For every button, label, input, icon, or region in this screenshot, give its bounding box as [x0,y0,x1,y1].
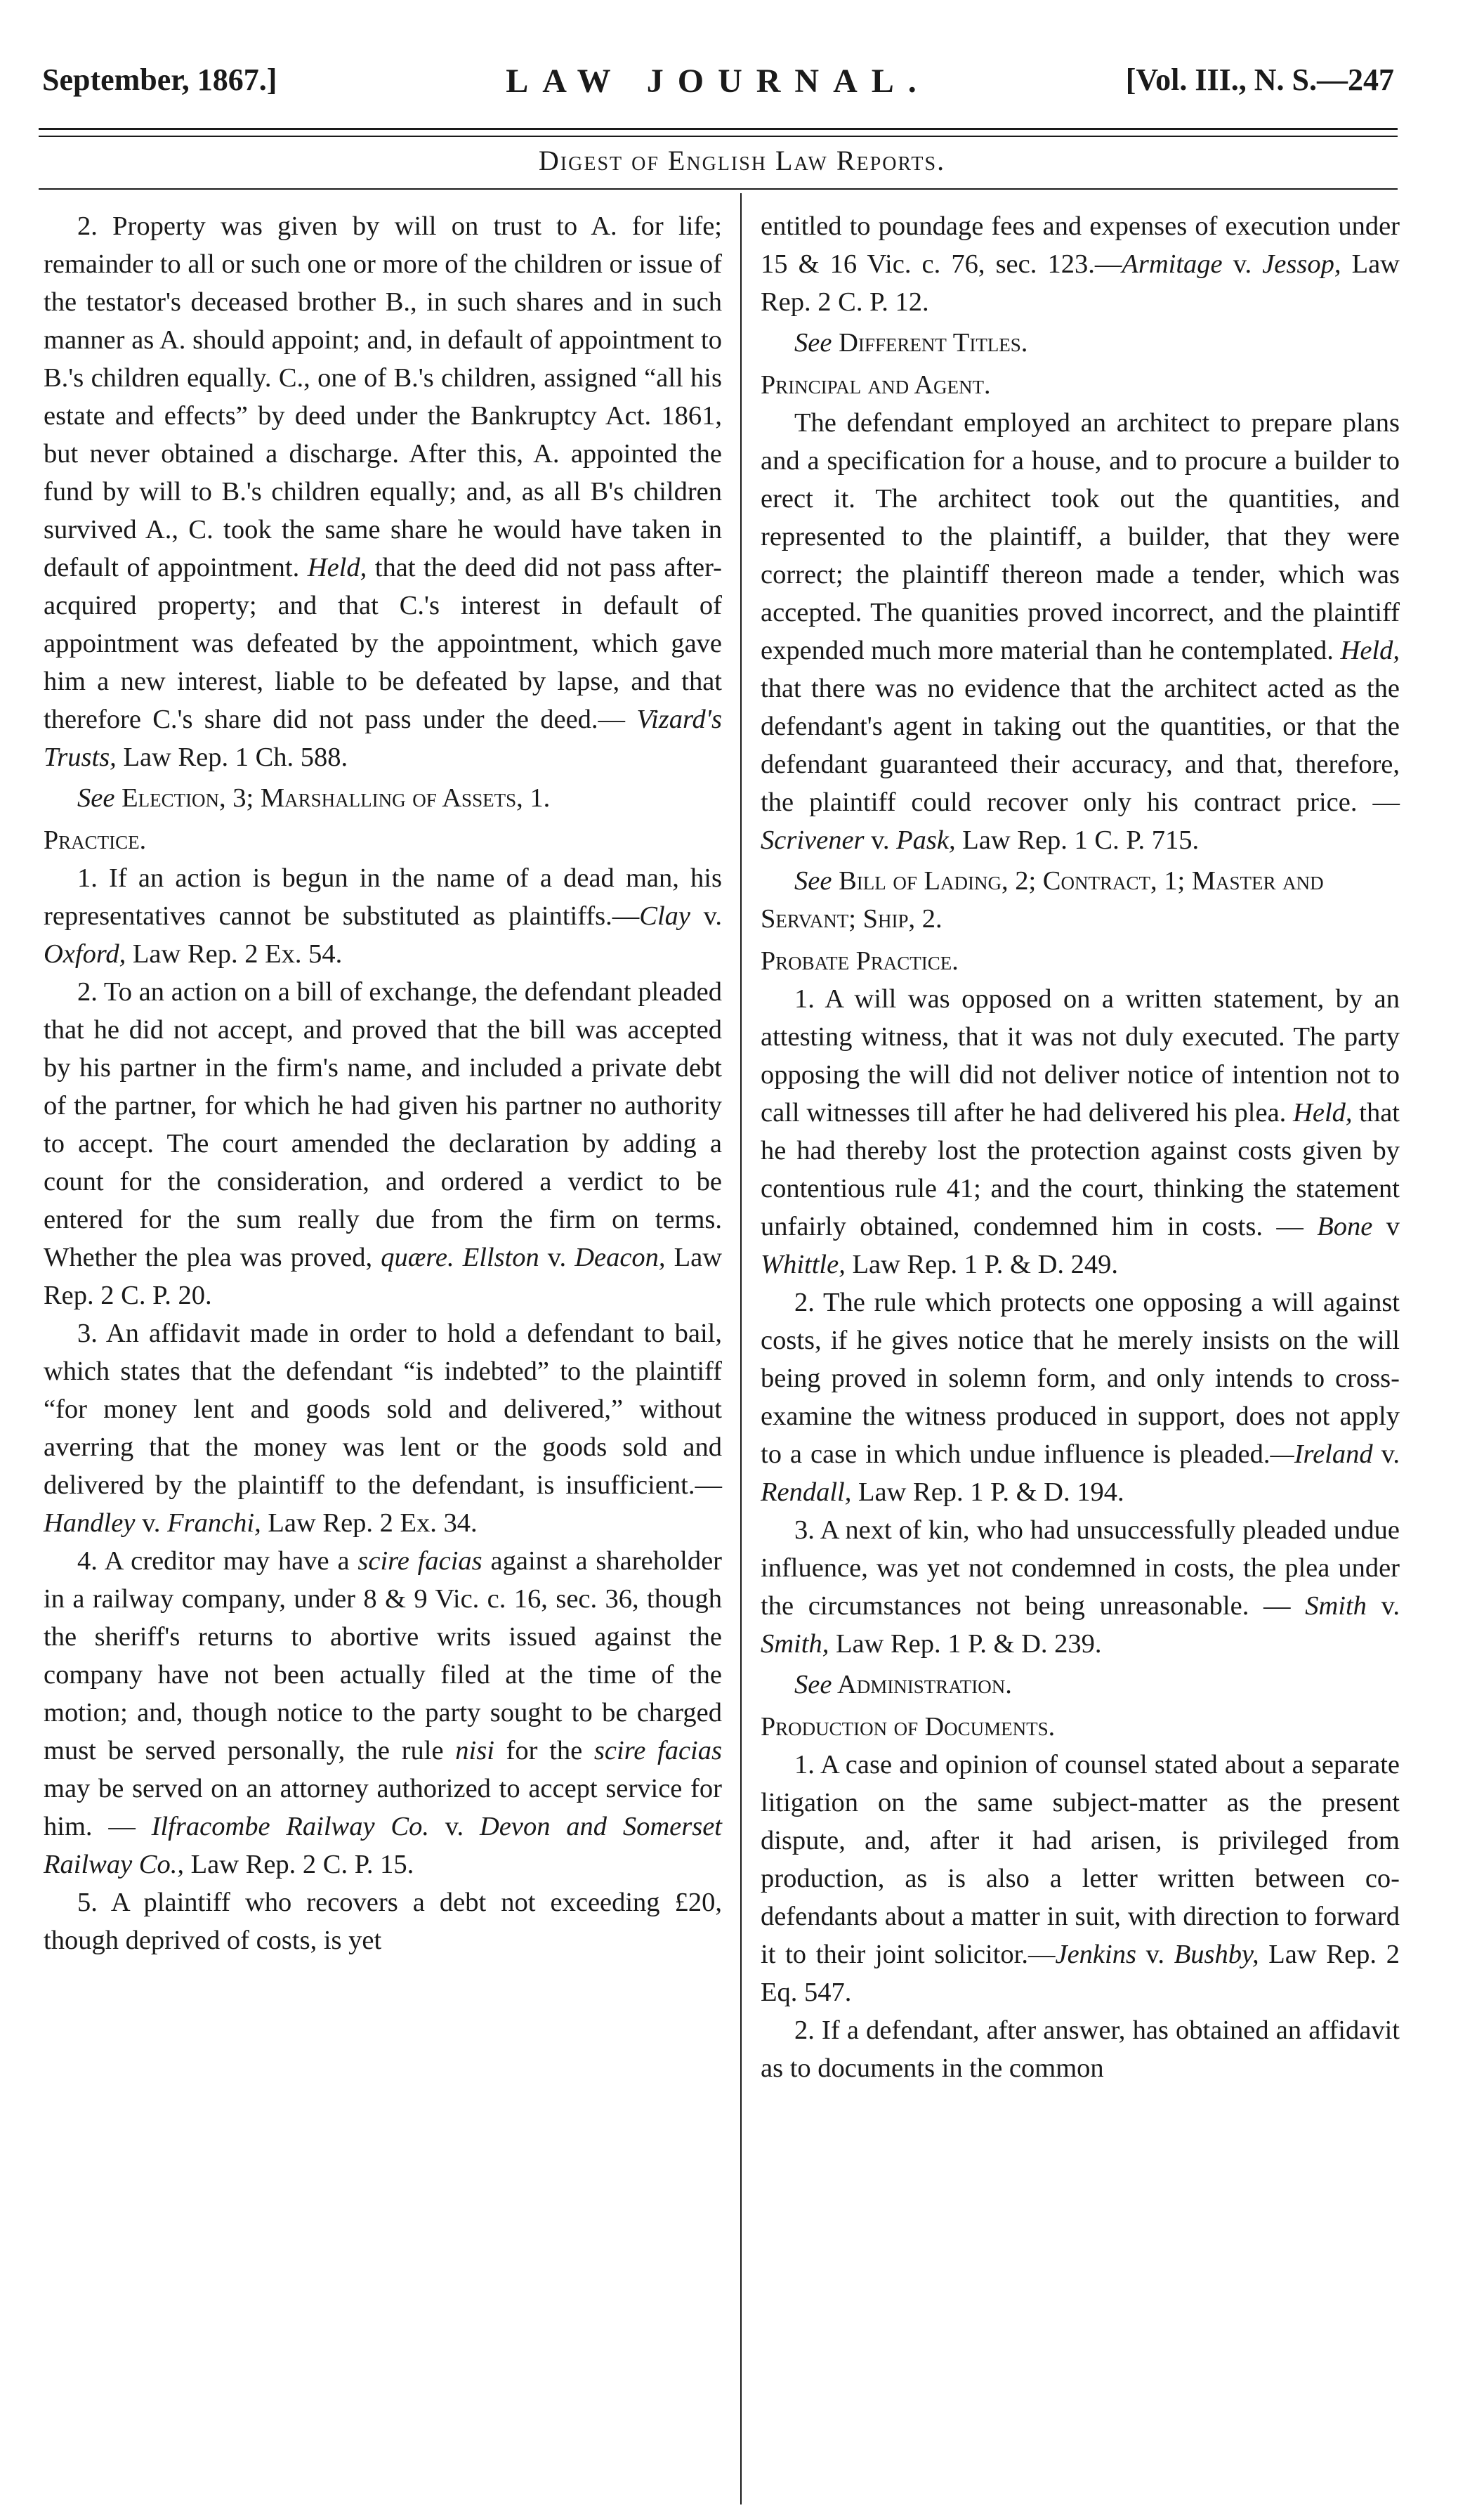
practice-item-1: 1. If an action is begun in the name of a dead man, his representatives cannot be substituted as plaintiffs.—Clay v. Oxford, Law Rep. 2 Ex. 54. [44,863,723,969]
running-header [42,62,1394,111]
right-column [761,207,1400,2087]
probate-item-3: 3. A next of kin, who had unsuccessfully pleaded undue influence, was yet not condemned in costs, the plea under the circumstances not being unreasonable. — Smith v. Smith, Law Rep. 1 P. & D. 239. [761,1515,1400,1659]
heading-probate-practice: Probate Practice. [761,946,959,976]
paragraph-vizard: 2. Property was given by will on trust to A. for life; remainder to all or such one or more of the children or issue of the testator's deceased brother B., in such shares and in such manner as A. should appoint; and, in default of appointment to B.'s children equally. C., one of B.'s children, assigned “all his estate and effects” by deed under the Bankruptcy Act. 1861, but never obtained a discharge. After this, A. appointed the fund by will to B.'s children equally; and, as all B's children survived A., C. took the same share he would have taken in default of appointment. Held, that the deed did not pass after-acquired property; and that C.'s interest in default of appointment was defeated by the appointment, which gave him a new interest, liable to be defeated by lapse, and that therefore C.'s share did not pass under the deed.— Vizard's Trusts, Law Rep. 1 Ch. 588. [44,211,722,772]
left-column [44,207,722,1959]
production-item-1: 1. A case and opinion of counsel stated about a separate litigation on the same subject-matter as the present dispute, and, after it had arisen, is privileged from production, as is also a letter written between co-defendants about a matter in suit, with direction to forward it to their joint solicitor.—Jenkins v. Bushby, Law Rep. 2 Eq. 547. [761,1750,1400,2007]
header-date: September, 1867.] [42,63,277,97]
practice-item-2: 2. To an action on a bill of exchange, the defendant pleaded that he did not accept, and proved that the bill was accepted by his partner in the firm's name, and included a private debt of the partner, for which he had given his partner no authority to accept. The court amended the declaration by adding a count for the consideration, and ordered a verdict to be entered for the sum really due from the firm on terms. Whether the plea was proved, quære. Ellston v. Deacon, Law Rep. 2 C. P. 20. [44,977,722,1310]
see-also-election: See Election, 3; Marshalling of Assets, 1. [77,783,551,813]
heading-production-of-documents: Production of Documents. [761,1712,1056,1742]
principal-agent-item: The defendant employed an architect to prepare plans and a specification for a house, and to procure a builder to erect it. The architect took out the quantities, and represented to the plaintiff, a builder, that they were correct; the plaintiff thereon made a tender, which was accepted. The quanities proved incorrect, and the plaintiff expended much more material than he contemplated. Held, that there was no evidence that the architect acted as the defendant's agent in taking out the quantities, or that the defendant guaranteed their accuracy, and that, therefore, the plaintiff could recover only his contract price. — Scrivener v. Pask, Law Rep. 1 C. P. 715. [761,408,1400,855]
heading-principal-and-agent: Principal and Agent. [761,370,991,400]
practice-item-5-continued: entitled to poundage fees and expenses of execution under 15 & 16 Vic. c. 76, sec. 123.—Armitage v. Jessop, Law Rep. 2 C. P. 12. [761,211,1400,317]
header-title: LAW JOURNAL. [506,63,931,100]
see-also-administration: See Administration. [794,1670,1012,1699]
header-double-rule [39,128,1398,137]
column-divider [740,193,742,2504]
probate-item-1: 1. A will was opposed on a written statement, by an attesting witness, that it was not duly executed. The party opposing the will did not deliver notice of intention not to call witnesses till after he had delivered his plea. Held, that he had thereby lost the protection against costs given by contentious rule 41; and the court, thinking the statement unfairly obtained, condemned him in costs. — Bone v Whittle, Law Rep. 1 P. & D. 249. [761,984,1400,1279]
header-volume: [Vol. III., N. S.—247 [1125,63,1394,97]
practice-item-4: 4. A creditor may have a scire facias against a shareholder in a railway company, under 8 & 9 Vic. c. 16, sec. 36, though the sheriff's returns to abortive writs issued against the company have not been actually filed at the time of the motion; and, though notice to the party sought to be charged must be served personally, the rule nisi for the scire facias may be served on an attorney authorized to accept service for him. — Ilfracombe Railway Co. v. Devon and Somerset Railway Co., Law Rep. 2 C. P. 15. [44,1546,722,1879]
see-also-different-titles: See Different Titles. [794,328,1028,358]
practice-item-3: 3. An affidavit made in order to hold a defendant to bail, which states that the defendant “is indebted” to the plaintiff “for money lent and goods sold and delivered,” without averring that the money was lent or the goods sold and delivered by the plaintiff to the defendant, is insufficient.—Handley v. Franchi, Law Rep. 2 Ex. 34. [44,1319,722,1538]
section-subtitle: Digest of English Law Reports. [538,145,946,176]
heading-practice: Practice. [44,825,147,855]
production-item-2: 2. If a defendant, after answer, has obtained an affidavit as to documents in the common [761,2016,1400,2083]
practice-item-5: 5. A plaintiff who recovers a debt not exceeding £20, though deprived of costs, is yet [44,1888,722,1955]
see-also-bill-of-lading: See Bill of Lading, 2; Contract, 1; Master and Servant; Ship, 2. [761,866,1324,934]
subtitle-rule [39,188,1398,190]
probate-item-2: 2. The rule which protects one opposing a will against costs, if he gives notice that he merely insists on the will being proved in solemn form, and only intends to cross-examine the witness produced in support, does not apply to a case in which undue influence is pleaded.—Ireland v. Rendall, Law Rep. 1 P. & D. 194. [761,1288,1400,1507]
